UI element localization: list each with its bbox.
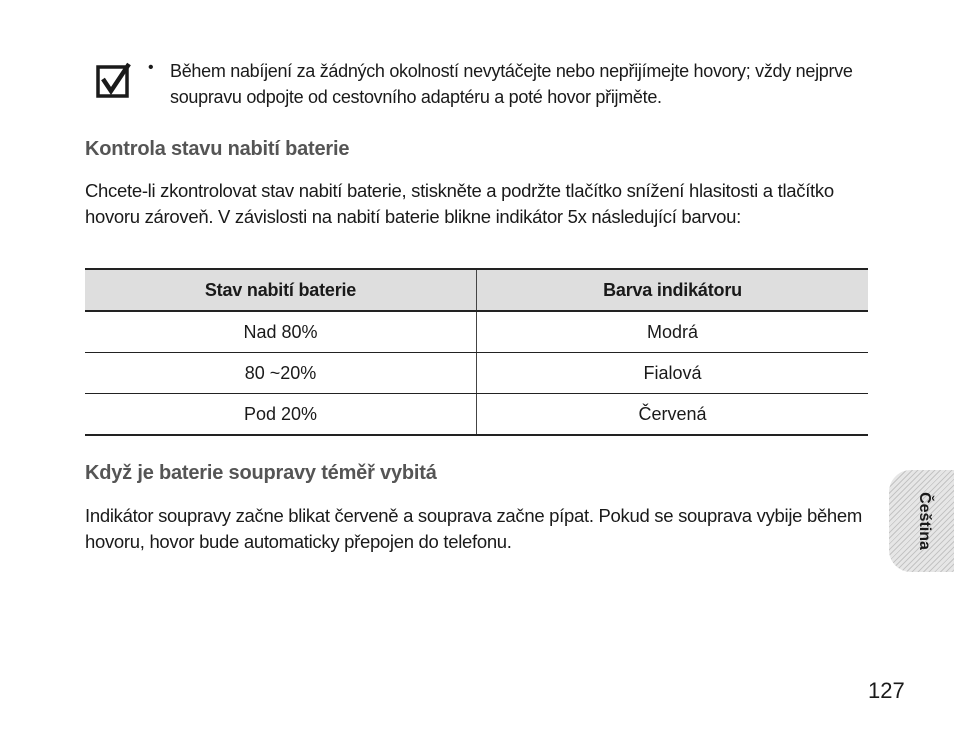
battery-status-heading: Kontrola stavu nabití baterie [85,138,350,160]
table-header-row [85,269,868,311]
table-cell: Modrá [477,311,869,353]
table-header-cell: Stav nabití baterie [85,269,477,311]
battery-status-table [85,268,868,436]
table-cell: Červená [477,394,869,436]
page-number: 127 [868,678,905,703]
table-row [85,311,868,353]
checkbox-check-icon [96,62,132,98]
low-battery-paragraph: Indikátor soupravy začne blikat červeně a souprava začne pípat. Pokud se souprava vybije během hovoru, hovor bude automaticky přepojen do telefonu. [85,505,863,552]
table-cell: Fialová [477,353,869,394]
note-text: Během nabíjení za žádných okolností nevytáčejte nebo nepřijímejte hovory; vždy nejprve soupravu odpojte od cestovního adaptéru a poté hovor přijměte. [170,61,853,107]
table-cell: Nad 80% [85,311,477,353]
note-bullet: • [148,59,154,76]
table-cell: Pod 20% [85,394,477,436]
low-battery-heading: Když je baterie soupravy téměř vybitá [85,462,437,484]
table-cell: 80 ~20% [85,353,477,394]
battery-status-paragraph: Chcete-li zkontrolovat stav nabití baterie, stiskněte a podržte tlačítko snížení hlasitosti a tlačítko hovoru zároveň. V závislosti na nabití baterie blikne indikátor 5x následující barvou: [85,180,834,227]
table-row [85,353,868,394]
table-header-cell: Barva indikátoru [477,269,869,311]
table-row [85,394,868,436]
language-side-tab [889,470,954,572]
language-label: Čeština [916,492,933,550]
